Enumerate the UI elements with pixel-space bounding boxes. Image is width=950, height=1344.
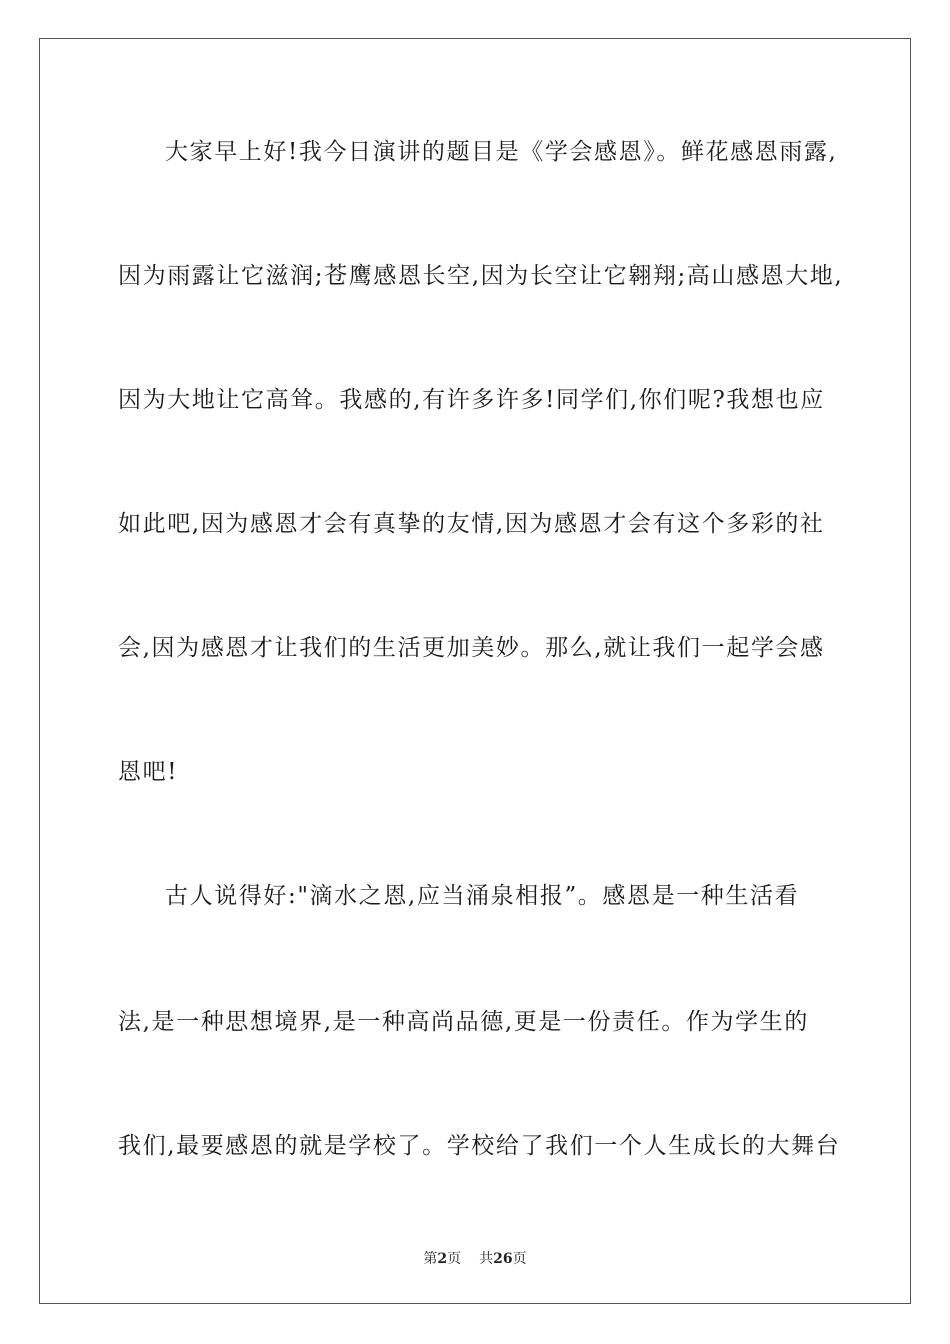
paragraph-2-line-1: 古人说得好:"滴水之恩,应当涌泉相报”。感恩是一种生活看	[165, 883, 800, 909]
paragraph-1-line-5: 会,因为感恩才让我们的生活更加美妙。那么,就让我们一起学会感	[118, 635, 825, 661]
paragraph-2-line-2: 法,是一种思想境界,是一种高尚品德,更是一份责任。作为学生的	[118, 1009, 809, 1035]
page-suffix: 页	[447, 1251, 462, 1267]
paragraph-1-line-2: 因为雨露让它滋润;苍鹰感恩长空,因为长空让它翱翔;高山感恩大地,	[118, 263, 844, 289]
paragraph-1-line-4: 如此吧,因为感恩才会有真挚的友情,因为感恩才会有这个多彩的社	[118, 511, 825, 537]
page-number: 2	[437, 1251, 448, 1267]
page-footer	[0, 1248, 950, 1268]
paragraph-1-line-1: 大家早上好!我今日演讲的题目是《学会感恩》。鲜花感恩雨露,	[165, 139, 838, 165]
page-border	[39, 38, 911, 1304]
total-pages: 26	[493, 1251, 513, 1267]
total-prefix: 共	[479, 1251, 494, 1267]
page-prefix: 第	[423, 1251, 438, 1267]
paragraph-1-line-3: 因为大地让它高耸。我感的,有许多许多!同学们,你们呢?我想也应	[118, 387, 825, 413]
paragraph-1-line-6: 恩吧!	[118, 759, 179, 785]
paragraph-2-line-3: 我们,最要感恩的就是学校了。学校给了我们一个人生成长的大舞台	[118, 1133, 841, 1159]
total-suffix: 页	[512, 1251, 527, 1267]
